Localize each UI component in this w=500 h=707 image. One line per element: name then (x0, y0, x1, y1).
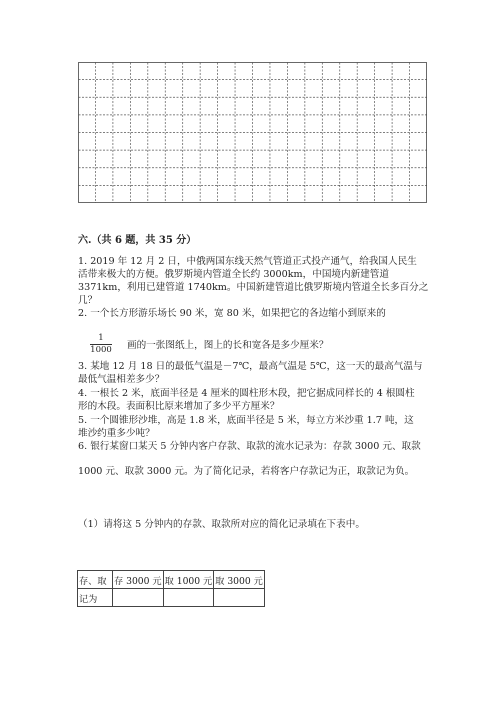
q6-line-1: 6. 银行某窗口某天 5 分钟内客户存款、取款的流水记录为：存款 3000 元、取款 (78, 441, 421, 452)
table-cell (113, 589, 164, 607)
q2-line-2: 画的一张图纸上，图上的长和宽各是多少厘米？ (127, 340, 329, 351)
table-cell: 取 1000 元 (163, 571, 214, 589)
q1-line-1: 1. 2019 年 12 月 2 日，中俄两国东线天然气管道正式投产通气，给我国人民生 (78, 256, 417, 267)
q1-line-2: 活带来极大的方便。俄罗斯境内管道全长约 3000km，中国境内新建管道 (78, 269, 389, 280)
answer-grid (78, 62, 428, 204)
record-table (77, 570, 265, 607)
table-cell: 存、取 (78, 571, 113, 589)
q5-line-1: 5. 一个圆锥形沙堆，高是 1.8 米，底面半径是 5 米，每立方米沙重 1.7 吨，这 (78, 415, 414, 426)
q4-line-2: 形的木段。表面积比原来增加了多少平方厘米？ (78, 401, 280, 412)
q3-line-1: 3. 某地 12 月 18 日的最低气温是－7℃，最高气温是 5℃，这一天的最高气温与 (78, 361, 423, 372)
table-cell: 记为 (78, 589, 113, 607)
fraction-denominator: 1000 (90, 345, 112, 355)
q3-line-2: 最低气温相差多少？ (78, 374, 165, 385)
q1-line-3: 3371km，利用已建管道 1740km。中国新建管道比俄罗斯境内管道全长多百分之 (78, 282, 429, 293)
table-row (78, 589, 265, 607)
table-cell: 取 3000 元 (214, 571, 265, 589)
table-row (78, 571, 265, 589)
fraction (90, 333, 112, 356)
q5-line-2: 堆沙约重多少吨？ (78, 428, 155, 439)
table-cell (163, 589, 214, 607)
q6-sub-question-1: （1）请将这 5 分钟内的存款、取款所对应的简化记录填在下表中。 (78, 519, 365, 530)
q6-line-2: 1000 元、取款 3000 元。为了简化记录，若将客户存款记为正，取款记为负。 (78, 466, 415, 477)
q2-line-1: 2. 一个长方形游乐场长 90 米，宽 80 米，如果把它的各边缩小到原来的 (78, 308, 386, 319)
fraction-numerator: 1 (90, 333, 112, 345)
q4-line-1: 4. 一根长 2 米，底面半径是 4 厘米的圆柱形木段，把它据成同样长的 4 根圆柱 (78, 388, 415, 399)
section-title: 六.（共 6 题，共 35 分） (78, 235, 197, 246)
table-cell: 存 3000 元 (113, 571, 164, 589)
table-cell (214, 589, 265, 607)
q1-line-4: 几？ (78, 295, 98, 306)
